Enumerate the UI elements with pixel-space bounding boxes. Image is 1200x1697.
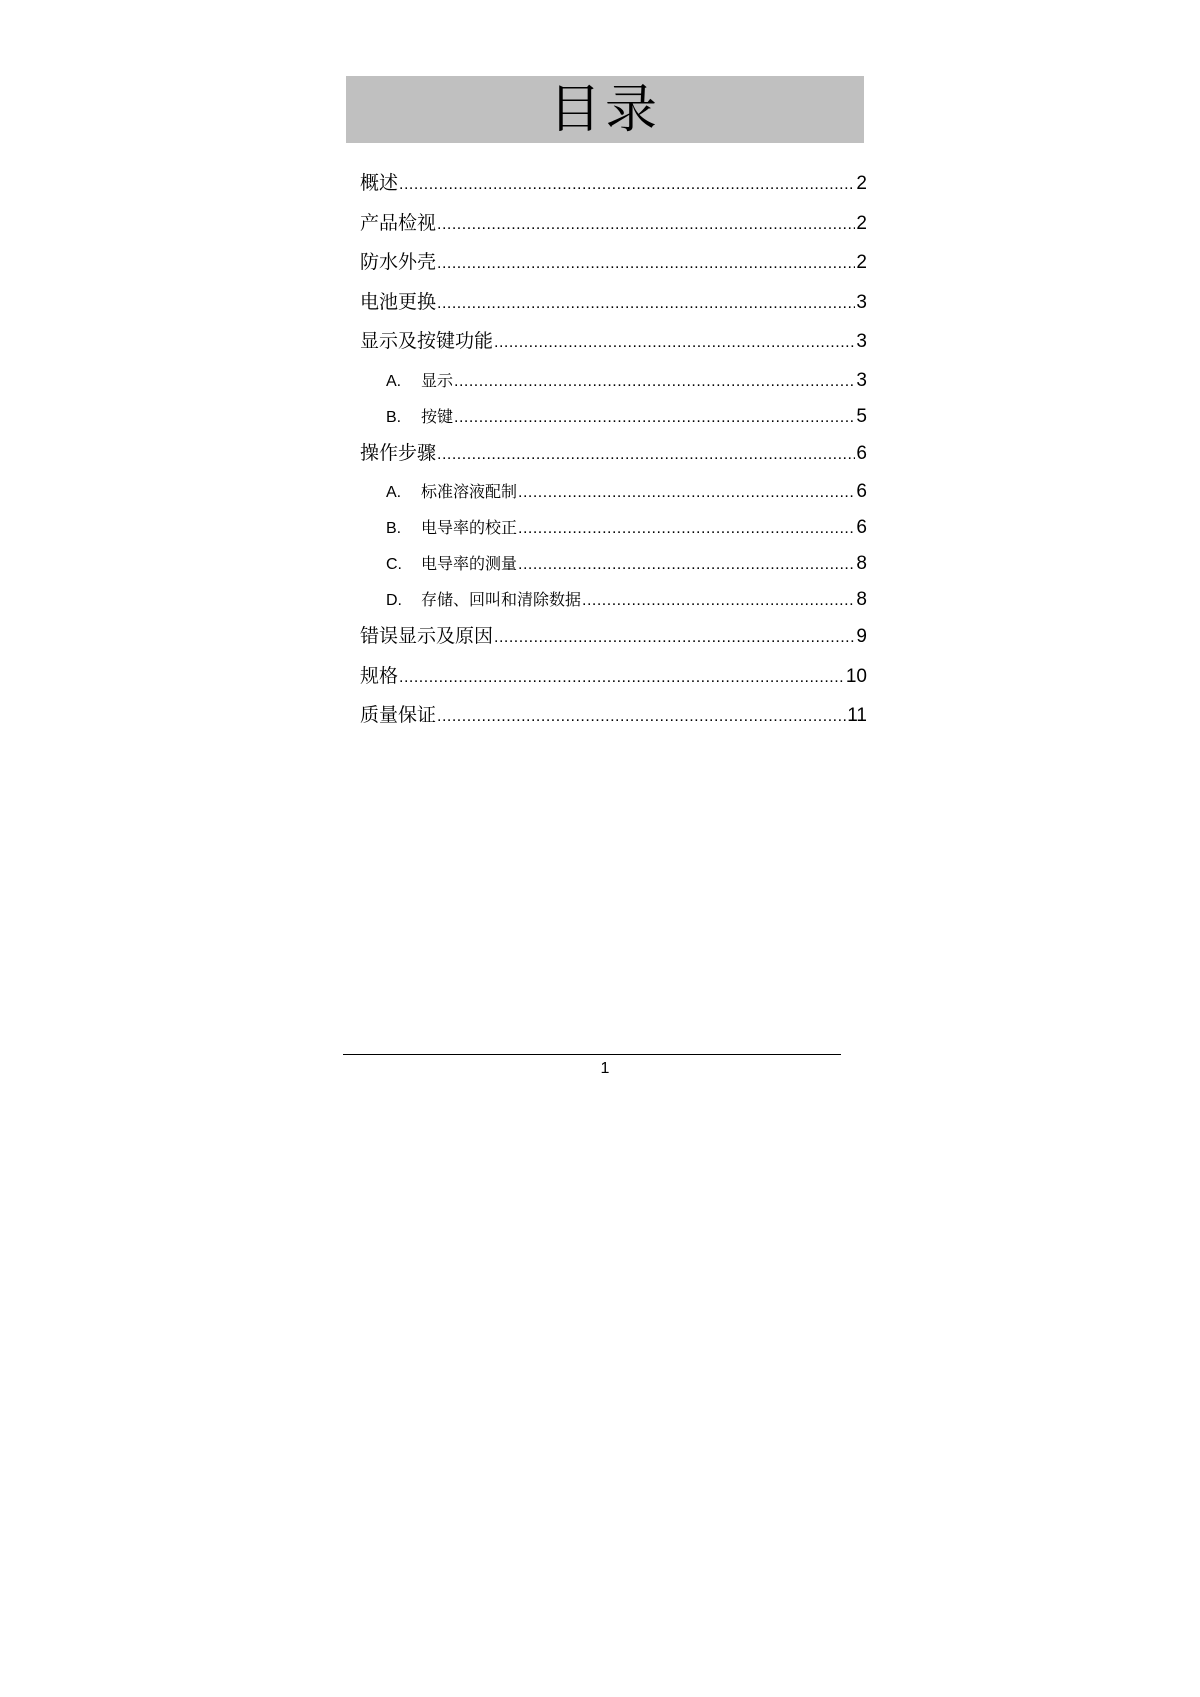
toc-entry-page: 11 <box>847 705 867 726</box>
toc-entry-label: 防水外壳 <box>360 252 437 273</box>
toc-leader-dots <box>494 334 855 352</box>
toc-entry-page: 6 <box>856 517 867 538</box>
footer-divider <box>343 1054 841 1055</box>
toc-entry-page: 8 <box>856 553 867 574</box>
toc-entry[interactable] <box>360 202 867 242</box>
toc-entry-page: 3 <box>856 331 867 352</box>
toc-subentry[interactable] <box>360 507 867 543</box>
toc-entry-label: 电导率的测量 <box>421 556 518 573</box>
toc-entry-letter: D. <box>386 592 402 609</box>
toc-entry-label: 显示 <box>421 372 454 390</box>
toc-subentry[interactable] <box>360 471 867 507</box>
toc-leader-dots <box>399 669 845 687</box>
toc-entry-page: 6 <box>856 481 867 502</box>
toc-subentry[interactable] <box>360 360 867 396</box>
toc-entry-label: 概述 <box>360 173 399 194</box>
toc-subentry[interactable] <box>360 543 867 579</box>
page-title: 目录 <box>548 79 661 140</box>
toc-leader-dots <box>437 255 855 273</box>
toc-entry-page: 2 <box>856 212 867 234</box>
toc-entry-label: 电池更换 <box>360 291 437 313</box>
table-of-contents <box>360 162 867 734</box>
toc-entry-label: 存储、回叫和清除数据 <box>421 592 582 609</box>
toc-leader-dots <box>518 484 855 502</box>
toc-entry-letter: A. <box>386 372 402 390</box>
toc-leader-dots <box>494 629 855 647</box>
toc-entry-label: 电导率的校正 <box>421 520 518 537</box>
toc-entry-page: 3 <box>856 291 867 313</box>
toc-entry[interactable] <box>360 162 867 202</box>
toc-entry-letter: B. <box>386 408 402 426</box>
toc-entry-label: 错误显示及原因 <box>360 626 494 647</box>
toc-entry-page: 5 <box>856 405 867 427</box>
toc-leader-dots <box>437 295 855 313</box>
toc-entry-page: 9 <box>856 626 867 647</box>
toc-entry[interactable] <box>360 694 867 734</box>
toc-entry-label: 标准溶液配制 <box>421 484 518 501</box>
toc-subentry[interactable] <box>360 579 867 615</box>
toc-leader-dots <box>518 556 855 574</box>
toc-leader-dots <box>518 520 855 538</box>
toc-entry[interactable] <box>360 655 867 695</box>
toc-leader-dots <box>399 176 855 194</box>
title-banner <box>346 76 864 143</box>
toc-entry-label: 显示及按键功能 <box>360 331 494 352</box>
toc-leader-dots <box>437 708 846 726</box>
toc-entry-page: 10 <box>845 665 867 687</box>
toc-entry-page: 2 <box>856 252 867 273</box>
toc-entry-label: 操作步骤 <box>360 442 437 464</box>
toc-entry-page: 2 <box>856 173 867 194</box>
toc-entry-label: 质量保证 <box>360 705 437 726</box>
toc-entry[interactable] <box>360 241 867 281</box>
toc-entry-label: 按键 <box>421 408 454 426</box>
toc-entry-letter: A. <box>386 484 402 501</box>
toc-entry[interactable] <box>360 615 867 655</box>
toc-leader-dots <box>437 216 855 234</box>
toc-subentry[interactable] <box>360 396 867 432</box>
toc-entry-letter: B. <box>386 520 402 537</box>
toc-entry-label: 规格 <box>360 665 399 687</box>
toc-leader-dots <box>454 373 855 391</box>
toc-entry[interactable] <box>360 281 867 321</box>
toc-leader-dots <box>454 409 855 427</box>
toc-entry-letter: C. <box>386 556 402 573</box>
toc-entry-page: 8 <box>856 589 867 610</box>
toc-entry-label: 产品检视 <box>360 212 437 234</box>
page-number: 1 <box>600 1060 610 1077</box>
toc-entry-page: 3 <box>856 369 867 391</box>
toc-leader-dots <box>582 592 855 610</box>
toc-entry[interactable] <box>360 320 867 360</box>
toc-entry[interactable] <box>360 432 867 472</box>
toc-entry-page: 6 <box>856 442 867 464</box>
toc-leader-dots <box>437 446 855 464</box>
